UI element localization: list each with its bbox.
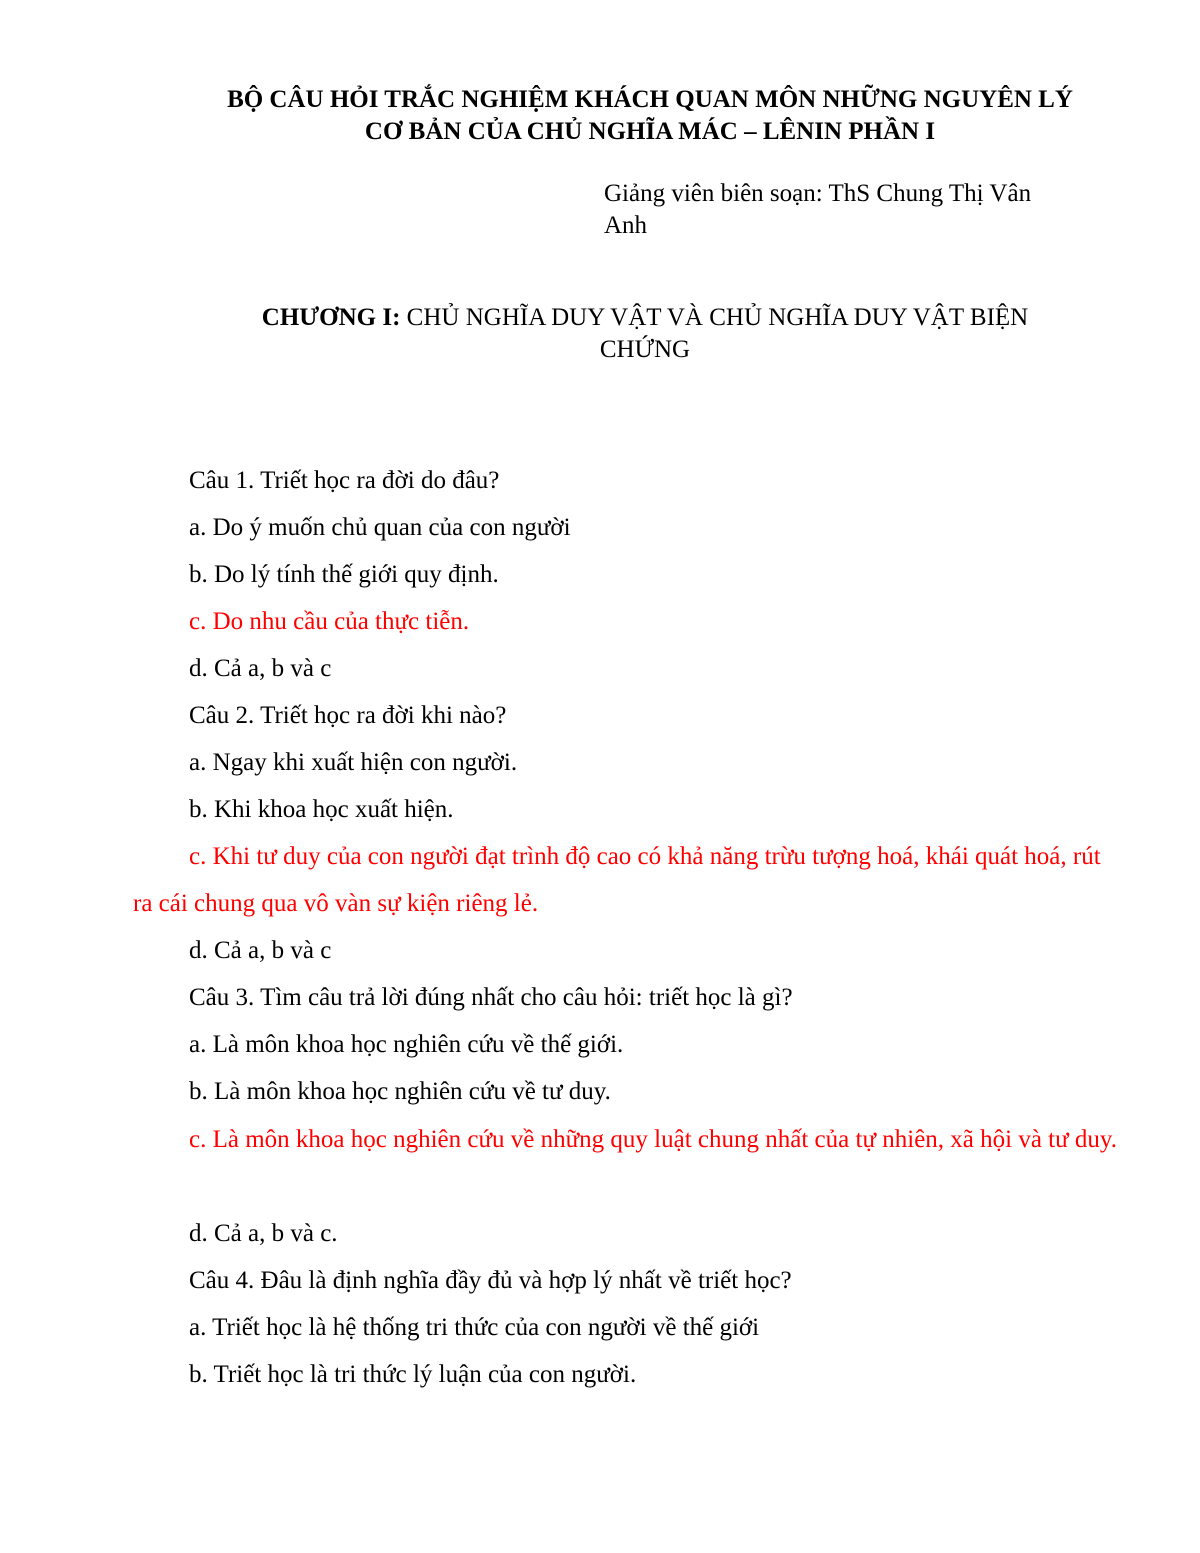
q3-option-a: a. Là môn khoa học nghiên cứu về thế giới.: [189, 1031, 624, 1058]
q4-option-a: a. Triết học là hệ thống tri thức của con người về thế giới: [189, 1314, 760, 1341]
chapter-prefix: CHƯƠNG I:: [261, 304, 401, 331]
author-line-2: Anh: [604, 212, 648, 239]
q1-option-c-correct: c. Do nhu cầu của thực tiễn.: [189, 608, 470, 635]
q1-option-b: b. Do lý tính thế giới quy định.: [189, 561, 499, 588]
document-title: [100, 84, 1200, 148]
q3-option-b: b. Là môn khoa học nghiên cứu về tư duy.: [189, 1078, 611, 1105]
q4-option-b: b. Triết học là tri thức lý luận của con người.: [189, 1361, 637, 1388]
q2-option-a: a. Ngay khi xuất hiện con người.: [189, 749, 518, 776]
author-line-1: Giảng viên biên soạn: ThS Chung Thị Vân: [604, 180, 1032, 207]
q1-option-d: d. Cả a, b và c: [189, 655, 332, 682]
question-3: Câu 3. Tìm câu trả lời đúng nhất cho câu hỏi: triết học là gì?: [189, 984, 793, 1011]
q2-option-b: b. Khi khoa học xuất hiện.: [189, 796, 454, 823]
q3-option-c-correct: c. Là môn khoa học nghiên cứu về những quy luật chung nhất của tự nhiên, xã hội và tư duy.: [189, 1126, 1118, 1153]
question-1: Câu 1. Triết học ra đời do đâu?: [189, 467, 500, 494]
author-credit: [604, 178, 1084, 242]
q2-option-d: d. Cả a, b và c: [189, 937, 332, 964]
question-2: Câu 2. Triết học ra đời khi nào?: [189, 702, 507, 729]
chapter-title: CHỦ NGHĨA DUY VẬT VÀ CHỦ NGHĨA DUY VẬT BIỆN: [406, 304, 1029, 331]
title-line-1: BỘ CÂU HỎI TRẮC NGHIỆM KHÁCH QUAN MÔN NHỮNG NGUYÊN LÝ: [227, 86, 1073, 113]
chapter-heading-line-1: [140, 302, 1150, 334]
q1-option-a: a. Do ý muốn chủ quan của con người: [189, 514, 571, 541]
q2-option-c-correct: c. Khi tư duy của con người đạt trình độ cao có khả năng trừu tượng hoá, khái quát hoá, rút ra cái chung qua vô vàn sự kiện riêng lẻ.: [133, 843, 1101, 917]
q3-option-d: d. Cả a, b và c.: [189, 1220, 338, 1247]
chapter-heading: [140, 302, 1150, 366]
question-4: Câu 4. Đâu là định nghĩa đầy đủ và hợp lý nhất về triết học?: [189, 1267, 792, 1294]
chapter-title-line-2: CHỨNG: [599, 336, 691, 363]
title-line-2: CƠ BẢN CỦA CHỦ NGHĨA MÁC – LÊNIN PHẦN I: [364, 118, 936, 145]
